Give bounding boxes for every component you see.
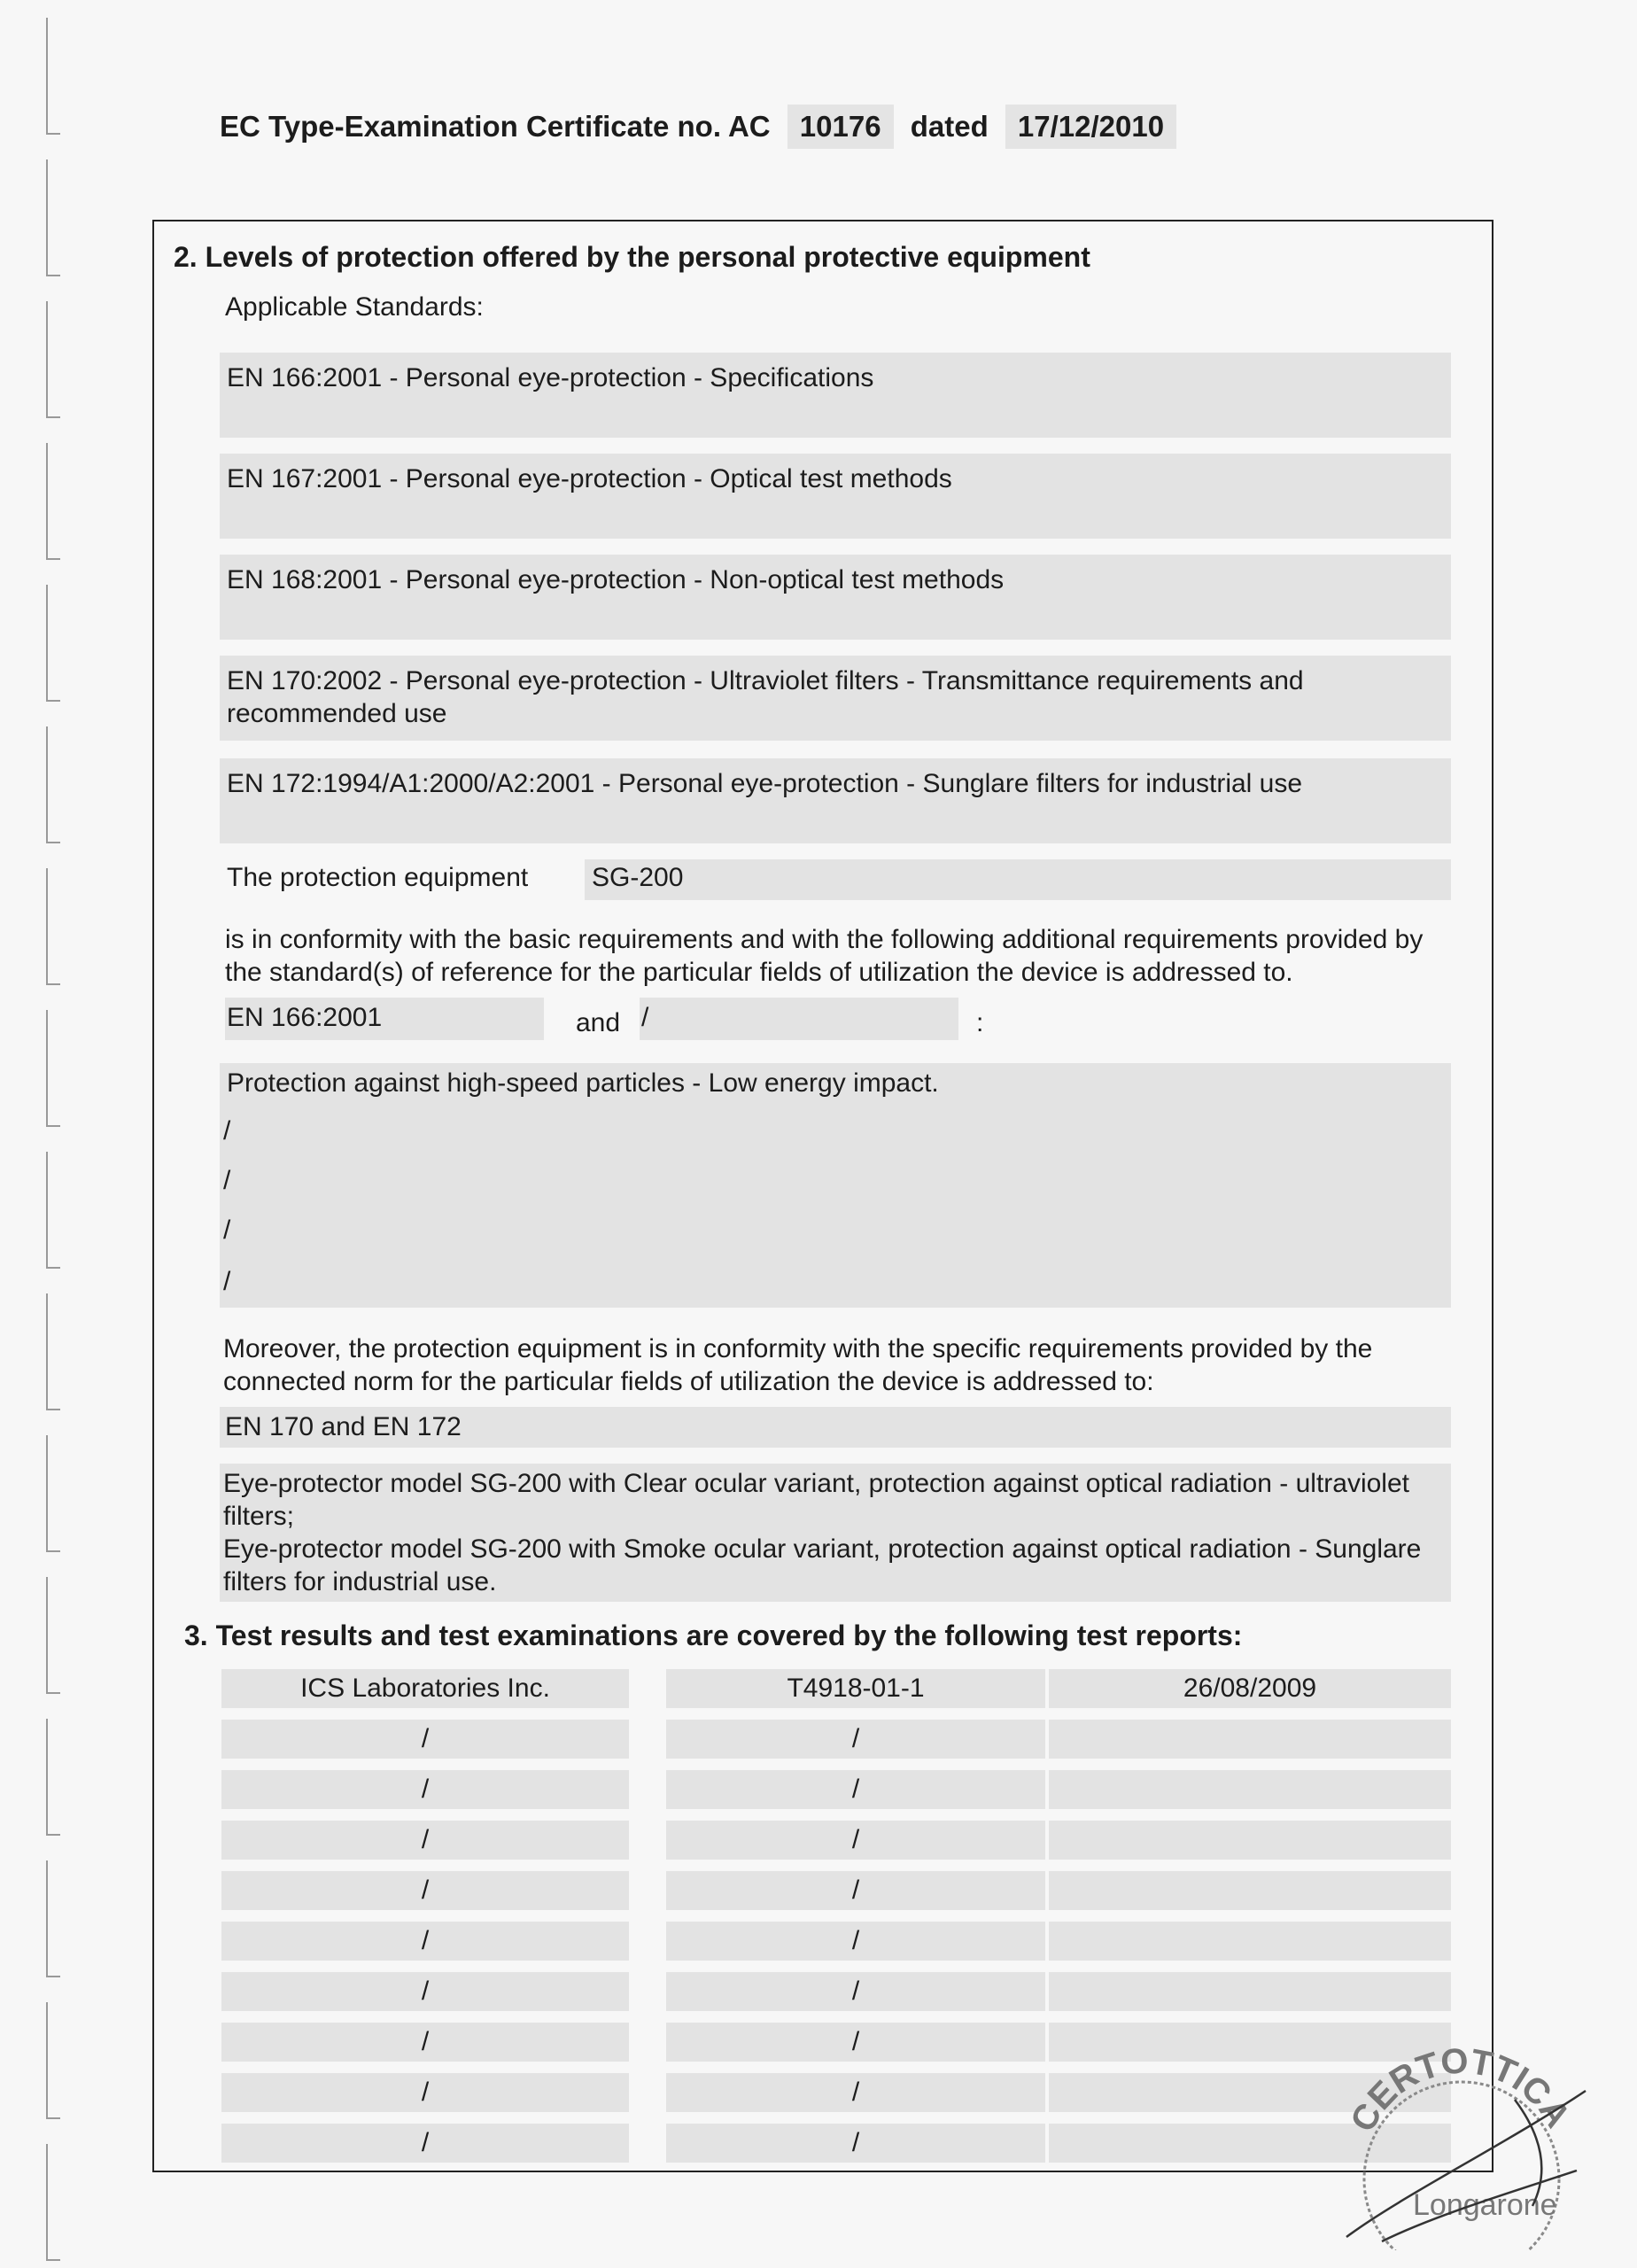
equipment-value: SG-200 [592,863,684,892]
report-cell [1049,1770,1451,1809]
report-cell: / [221,1871,629,1910]
report-cell: / [221,1922,629,1961]
conformity-text: is in conformity with the basic requirements and with the following additional requirements provided by the standard(s) of reference for the particular fields of utilization the device is addressed to. [225,925,1424,987]
certottica-stamp-icon [1329,2038,1594,2250]
standard-text: EN 166:2001 - Personal eye-protection - Specifications [227,363,874,392]
standard-text: EN 168:2001 - Personal eye-protection - Non-optical test methods [227,565,1005,594]
report-cell: / [666,1821,1045,1860]
applicable-standards-label: Applicable Standards: [225,292,484,322]
protection-item: Protection against high-speed particles - Low energy impact. [227,1068,939,1098]
stamp-text-top: CERTOTTICA [1343,2041,1578,2139]
specific-text-2: Eye-protector model SG-200 with Smoke ocular variant, protection against optical radiation - Sunglare filters for industrial use. [223,1534,1422,1596]
svg-text:CERTOTTICA [1343,2041,1577,2138]
report-cell: / [221,1720,629,1759]
report-cell [1049,1922,1451,1961]
certificate-header [220,105,1185,149]
certificate-number: 10176 [787,105,894,149]
report-cell: / [221,2023,629,2062]
report-cell: / [221,1770,629,1809]
report-cell: / [666,2124,1045,2163]
report-cell: / [666,2023,1045,2062]
protection-item: / [223,1166,231,1195]
protection-item: / [223,1116,231,1146]
report-cell: / [666,1922,1045,1961]
standard-text: EN 170:2002 - Personal eye-protection - Ultraviolet filters - Transmittance requirements and recommended use [227,666,1304,728]
report-cell: ICS Laboratories Inc. [221,1669,629,1708]
report-cell: / [666,1770,1045,1809]
specific-text-1: Eye-protector model SG-200 with Clear ocular variant, protection against optical radiation - ultraviolet filters; [223,1469,1409,1531]
colon: : [976,1008,984,1037]
report-cell: / [666,1720,1045,1759]
stamp-text-bottom: Longarone [1413,2188,1557,2222]
report-cell: 26/08/2009 [1049,1669,1451,1708]
standard-row [220,555,1451,640]
report-cell [1049,1871,1451,1910]
report-cell [1049,1821,1451,1860]
report-cell: / [221,1821,629,1860]
certificate-date: 17/12/2010 [1005,105,1176,149]
standard-row [220,353,1451,438]
standard-reference-1: EN 166:2001 [227,1003,383,1032]
report-cell [1049,1720,1451,1759]
report-cell: / [666,2073,1045,2112]
section-3-title: 3. Test results and test examinations are covered by the following test reports: [184,1619,1243,1651]
equipment-label: The protection equipment [227,863,529,892]
report-cell: / [221,2124,629,2163]
standard-row [220,454,1451,539]
and-label: and [576,1008,621,1037]
binder-holes [35,18,62,2250]
moreover-text: Moreover, the protection equipment is in conformity with the specific requirements provided by the connected norm for the particular fields of utilization the device is addressed to: [223,1334,1373,1396]
standard-reference-2: / [641,1003,649,1032]
dated-label: dated [910,110,989,143]
report-cell: / [221,2073,629,2112]
report-cell: / [221,1972,629,2011]
section-2-title: 2. Levels of protection offered by the personal protective equipment [174,241,1090,273]
standard-row [220,758,1451,843]
report-cell: / [666,1871,1045,1910]
standard-text: EN 167:2001 - Personal eye-protection - Optical test methods [227,464,952,493]
connected-norm: EN 170 and EN 172 [225,1412,462,1441]
report-cell [1049,1972,1451,2011]
report-cell: / [666,1972,1045,2011]
standard-text: EN 172:1994/A1:2000/A2:2001 - Personal eye-protection - Sunglare filters for industrial use [227,769,1303,798]
protection-item: / [223,1267,231,1296]
standard-row [220,656,1451,741]
report-cell: T4918-01-1 [666,1669,1045,1708]
protection-item: / [223,1216,231,1245]
header-label: EC Type-Examination Certificate no. AC [220,110,771,143]
